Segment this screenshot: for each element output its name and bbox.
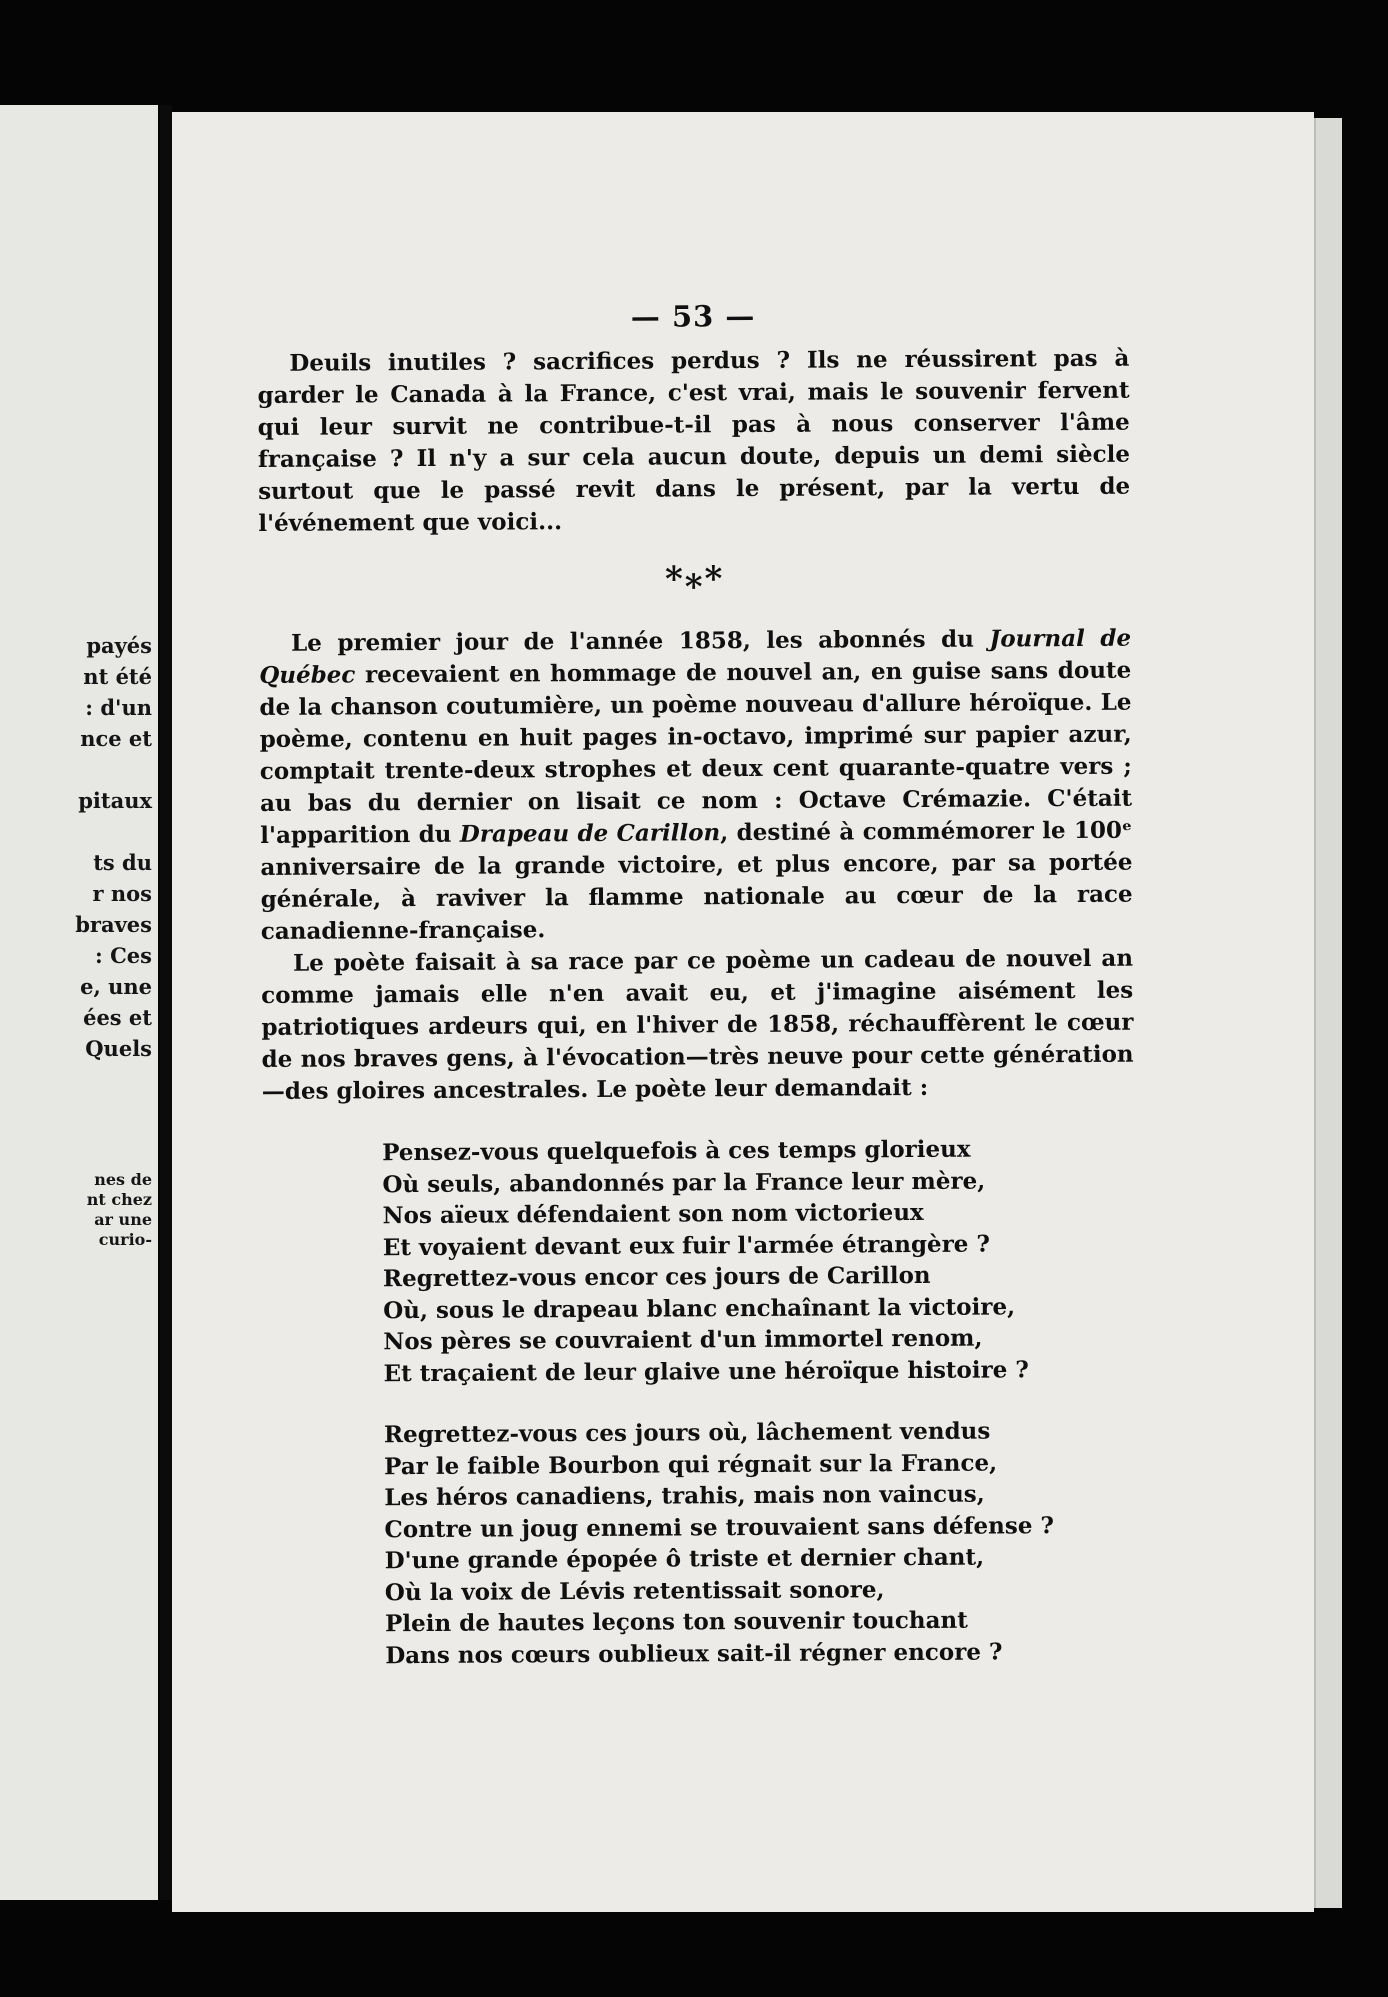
left-fragment-line: braves <box>75 912 152 937</box>
left-footnote-fragment: curio- <box>98 1230 152 1249</box>
intro-paragraph: Deuils inutiles ? sacrifices perdus ? Ils ne réussirent pas à garder le Canada à la France, c'est vrai, mais le souvenir fervent qui leur survit ne contribue-t-il pas à nous conserver l'âme française ? Il n'y a sur cela aucun doute, depuis un demi siècle surtout que le passé revit dans le présent, par la vertu de l'événement que voici... <box>257 344 1131 537</box>
verse-line: Les héros canadiens, trahis, mais non vaincus, <box>384 1480 985 1512</box>
verse-line: Nos pères se couvraient d'un immortel renom, <box>383 1324 983 1356</box>
verse-line: Et traçaient de leur glaive une héroïque histoire ? <box>383 1355 1029 1387</box>
asterism-separator <box>259 557 1131 608</box>
verse-line: D'une grande épopée ô triste et dernier chant, <box>384 1543 985 1575</box>
stanza-2 <box>384 1415 1138 1672</box>
text-run: recevaient en hommage de nouvel an, en guise sans doute de la chanson coutumière, un poème nouveau d'allure héroïque. Le poème, contenu en huit pages in-octavo, imprimé sur papier azur, comptait trente-deux strophes et deux cent quarante-quatre vers ; au bas du dernier on lisait ce nom : Octave Crémazie. C'était l'apparition du <box>259 656 1133 849</box>
left-fragment-line: ées et <box>83 1005 152 1030</box>
verse-line: Plein de hautes leçons ton souvenir touchant <box>384 1606 968 1638</box>
right-page <box>172 112 1314 1912</box>
poem-title: Drapeau de Carillon <box>459 819 721 848</box>
page-number: — 53 — <box>630 298 756 334</box>
left-fragment-line: pitaux <box>78 788 152 813</box>
left-fragment-line <box>75 816 152 847</box>
poem-excerpt <box>262 1133 1137 1672</box>
left-fragment-line: nt été <box>83 664 152 689</box>
left-fragment-line: nce et <box>80 726 152 751</box>
journal-title: Journal de Québec <box>259 624 1132 689</box>
text-run: Le premier jour de l'année 1858, les abonnés du <box>291 625 990 657</box>
left-fragment-line: : d'un <box>85 695 152 720</box>
left-fragment-line: Quels <box>85 1036 152 1061</box>
left-footnote-fragment: ar une <box>94 1210 152 1229</box>
verse-line: Pensez-vous quelquefois à ces temps glorieux <box>382 1135 971 1167</box>
verse-line: Où seuls, abandonnés par la France leur mère, <box>382 1167 986 1198</box>
verse-line: Par le faible Bourbon qui régnait sur la France, <box>384 1449 998 1480</box>
asterisk: * <box>684 567 705 608</box>
verse-line: Où, sous le drapeau blanc enchaînant la victoire, <box>383 1292 1016 1324</box>
text-run: , destiné à commémorer le 100ᵉ anniversaire de la grande victoire, et plus encore, par sa portée générale, à raviver la flamme nationale au cœur de la race canadienne-française. <box>260 816 1133 945</box>
stanza-1 <box>382 1133 1136 1390</box>
verse-line: Nos aïeux défendaient son nom victorieux <box>382 1198 924 1230</box>
asterisk: * <box>664 559 685 600</box>
left-page-fragment <box>0 105 158 1900</box>
left-fragment-line: e, une <box>80 974 152 999</box>
left-fragment-line: ts du <box>93 850 152 875</box>
left-fragment-line: r nos <box>92 881 152 906</box>
verse-line: Regrettez-vous ces jours où, lâchement vendus <box>383 1417 991 1449</box>
left-footnote-fragment: nes de <box>94 1170 152 1189</box>
left-footnote-fragment: nt chez <box>86 1190 152 1209</box>
verse-line: Et voyaient devant eux fuir l'armée étrangère ? <box>382 1230 990 1261</box>
history-paragraph <box>259 623 1133 948</box>
left-fragment-line <box>75 754 152 785</box>
verse-line: Contre un joug ennemi se trouvaient sans défense ? <box>384 1511 1054 1543</box>
verse-line: Dans nos cœurs oublieux sait-il régner encore ? <box>385 1637 1003 1669</box>
left-lower-fragments <box>87 1170 152 1250</box>
verse-line: Regrettez-vous encor ces jours de Carillon <box>382 1261 931 1293</box>
left-fragment-line: : Ces <box>95 943 152 968</box>
page-edge <box>1314 118 1342 1908</box>
book-gutter <box>160 105 172 1900</box>
asterisk: * <box>704 559 725 600</box>
verse-line: Où la voix de Lévis retentissait sonore, <box>384 1575 885 1606</box>
left-upper-fragments <box>75 630 152 1064</box>
left-fragment-line: payés <box>86 633 152 658</box>
page-content <box>257 297 1137 1672</box>
poet-paragraph: Le poète faisait à sa race par ce poème un cadeau de nouvel an comme jamais elle n'en avait eu, et j'imagine aisément les patriotiques ardeurs qui, en l'hiver de 1858, réchauffèrent le cœur de nos braves gens, à l'évocation—très neuve pour cette génération—des gloires ancestrales. Le poète leur demandait : <box>261 944 1134 1105</box>
